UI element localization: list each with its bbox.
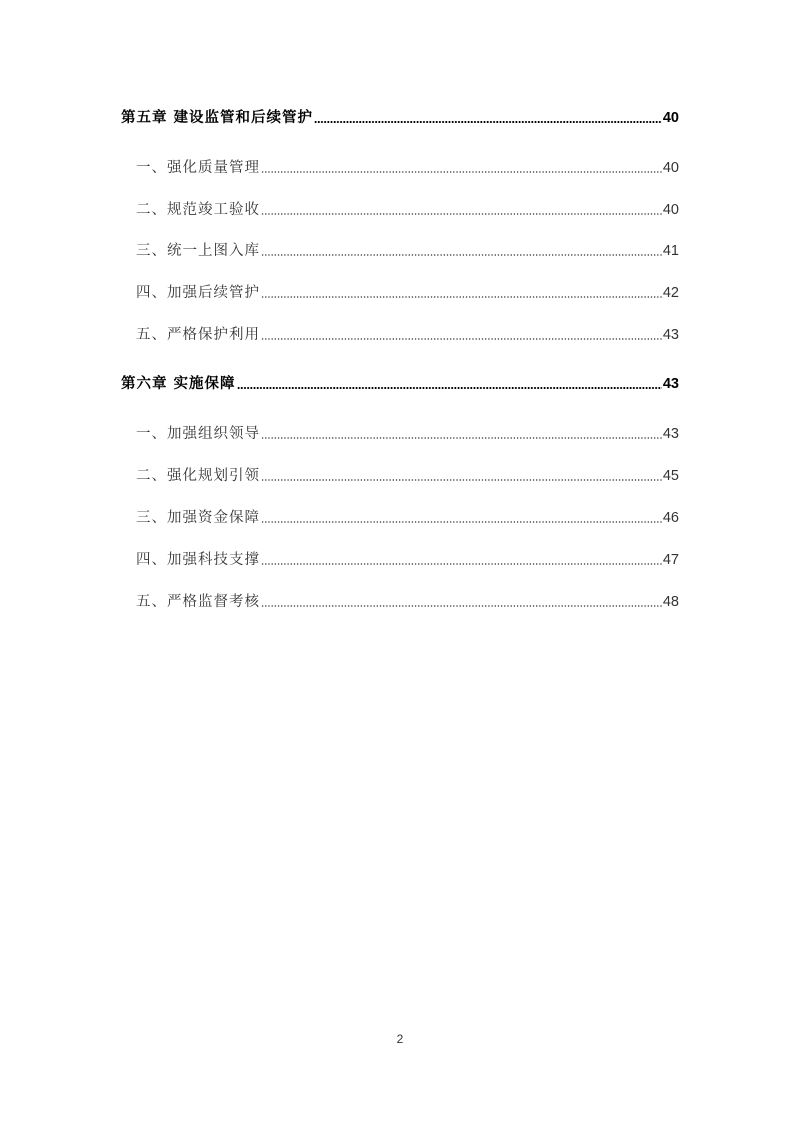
toc-title: 二、强化规划引领 (136, 468, 260, 484)
toc-title: 四、加强后续管护 (136, 285, 260, 301)
toc-item[interactable] (136, 550, 679, 570)
toc-title: 二、规范竣工验收 (136, 202, 260, 218)
page-number: 2 (396, 1032, 404, 1046)
toc-title: 第五章 建设监管和后续管护 (121, 110, 314, 126)
toc-item[interactable] (136, 424, 679, 444)
toc-chapter-6[interactable] (121, 374, 679, 394)
toc-chapter-5[interactable] (121, 108, 679, 128)
dot-leader (237, 387, 662, 389)
toc-page: 46 (662, 510, 679, 526)
toc-item[interactable] (136, 508, 679, 528)
dot-leader (261, 296, 662, 298)
toc-page: 40 (662, 110, 679, 126)
dot-leader (261, 479, 662, 481)
toc-item[interactable] (136, 158, 679, 178)
toc-title: 一、加强组织领导 (136, 426, 260, 442)
toc-page: 42 (662, 285, 679, 301)
dot-leader (261, 437, 662, 439)
toc-page: 40 (662, 160, 679, 176)
toc-page: 43 (662, 426, 679, 442)
toc-item[interactable] (136, 283, 679, 303)
toc-page: 41 (662, 243, 679, 259)
toc-title: 五、严格监督考核 (136, 594, 260, 610)
toc-page: 48 (662, 594, 679, 610)
toc-page: 40 (662, 202, 679, 218)
dot-leader (261, 338, 662, 340)
toc-title: 三、加强资金保障 (136, 510, 260, 526)
toc-item[interactable] (136, 592, 679, 612)
toc-item[interactable] (136, 325, 679, 345)
toc-page: 43 (662, 327, 679, 343)
toc-page: 43 (662, 376, 679, 392)
toc-item[interactable] (136, 200, 679, 220)
dot-leader (261, 563, 662, 565)
toc-title: 一、强化质量管理 (136, 160, 260, 176)
toc-item[interactable] (136, 466, 679, 486)
dot-leader (261, 213, 662, 215)
toc-title: 三、统一上图入库 (136, 243, 260, 259)
dot-leader (261, 171, 662, 173)
dot-leader (261, 254, 662, 256)
dot-leader (261, 521, 662, 523)
dot-leader (261, 605, 662, 607)
toc-page: 47 (662, 552, 679, 568)
toc-item[interactable] (136, 241, 679, 261)
toc-page: 45 (662, 468, 679, 484)
dot-leader (314, 121, 662, 123)
toc-title: 四、加强科技支撑 (136, 552, 260, 568)
toc-title: 第六章 实施保障 (121, 376, 236, 392)
toc-title: 五、严格保护利用 (136, 327, 260, 343)
